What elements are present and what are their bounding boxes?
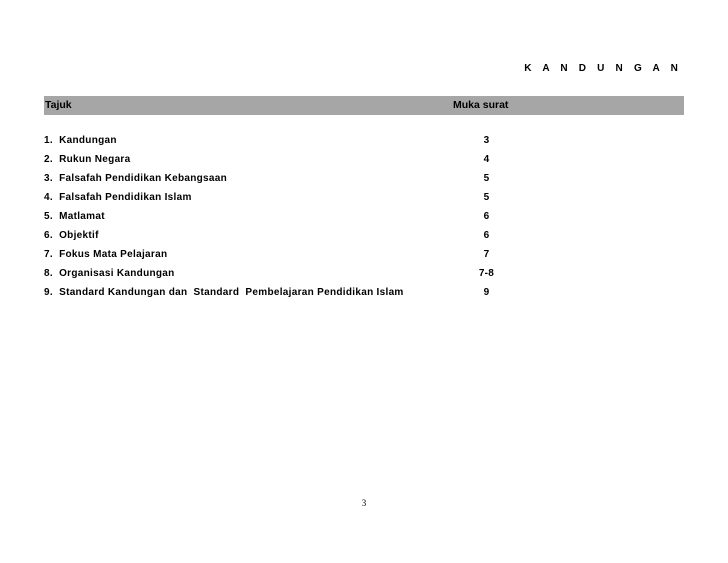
toc-row-page: 6 bbox=[483, 211, 490, 222]
toc-row-label: 9. Standard Kandungan dan Standard Pembelajaran Pendidikan Islam bbox=[44, 287, 404, 298]
toc-row bbox=[44, 267, 524, 286]
toc-row-page: 6 bbox=[483, 230, 490, 241]
header-topic: Tajuk bbox=[45, 99, 72, 111]
toc-row-label: 4. Falsafah Pendidikan Islam bbox=[44, 192, 192, 203]
toc-row-label: 6. Objektif bbox=[44, 230, 99, 241]
toc-row-label: 3. Falsafah Pendidikan Kebangsaan bbox=[44, 173, 228, 184]
table-of-contents bbox=[44, 134, 524, 305]
toc-row bbox=[44, 191, 524, 210]
toc-row-label: 7. Fokus Mata Pelajaran bbox=[44, 249, 168, 260]
toc-row-page: 4 bbox=[483, 154, 490, 165]
toc-row bbox=[44, 229, 524, 248]
toc-row bbox=[44, 172, 524, 191]
toc-row-page: 9 bbox=[483, 287, 490, 298]
toc-row-page: 7 bbox=[483, 249, 490, 260]
toc-row-page: 7-8 bbox=[478, 268, 495, 279]
toc-row-label: 2. Rukun Negara bbox=[44, 154, 131, 165]
toc-row-page: 5 bbox=[483, 192, 490, 203]
table-header bbox=[44, 96, 684, 115]
header-page: Muka surat bbox=[453, 99, 509, 111]
toc-row bbox=[44, 210, 524, 229]
toc-row-label: 8. Organisasi Kandungan bbox=[44, 268, 175, 279]
page-number: 3 bbox=[361, 498, 367, 508]
toc-row bbox=[44, 134, 524, 153]
toc-row-page: 5 bbox=[483, 173, 490, 184]
toc-row-label: 5. Matlamat bbox=[44, 211, 105, 222]
toc-row bbox=[44, 248, 524, 267]
toc-row-page: 3 bbox=[483, 135, 490, 146]
document-title: K A N D U N G A N bbox=[524, 63, 682, 74]
toc-row bbox=[44, 286, 524, 305]
toc-row-label: 1. Kandungan bbox=[44, 135, 117, 146]
toc-row bbox=[44, 153, 524, 172]
